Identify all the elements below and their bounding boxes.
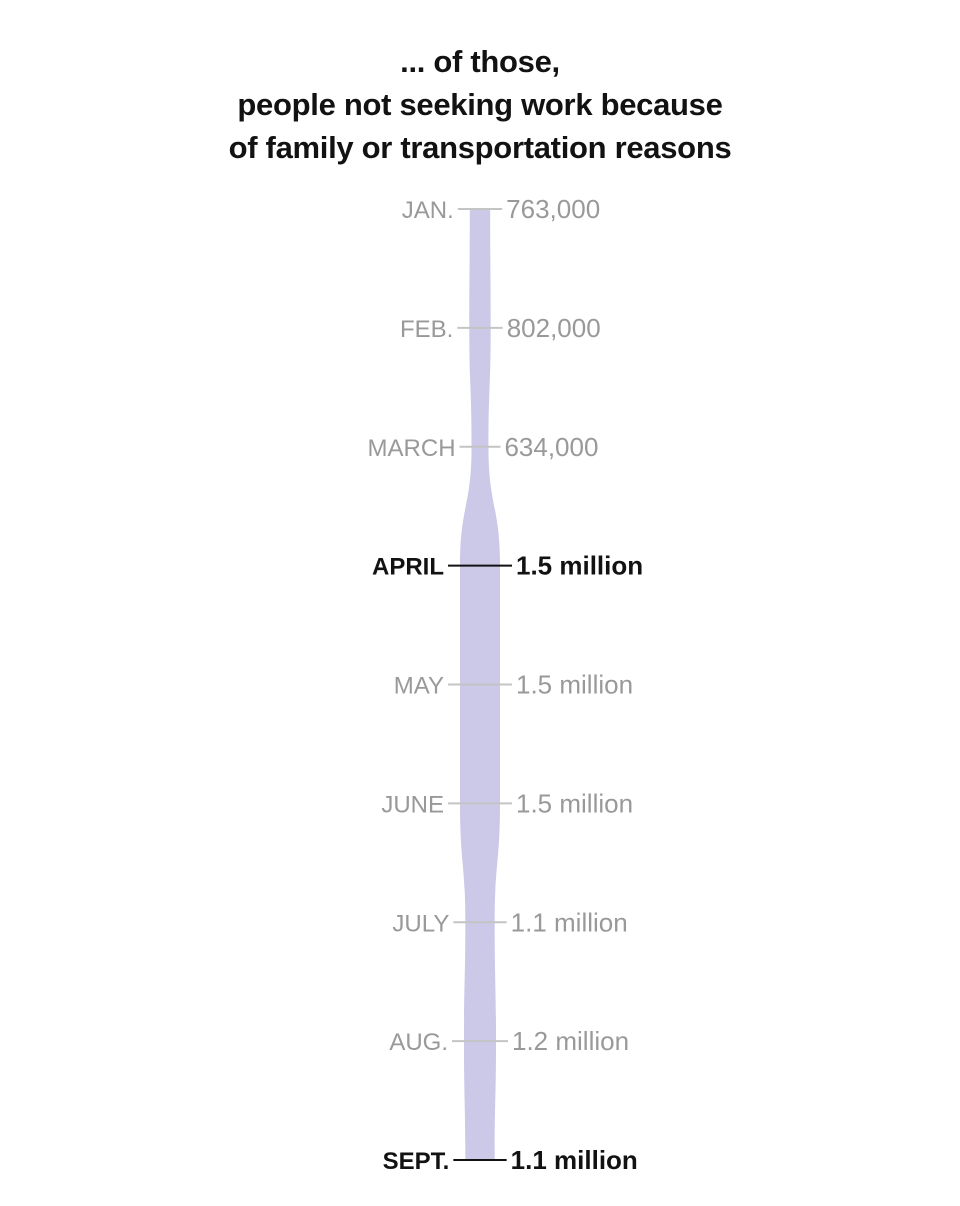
value-label: 1.5 million (516, 550, 644, 581)
title-line-3: of family or transportation reasons (228, 130, 732, 165)
value-label: 1.2 million (512, 1026, 630, 1057)
value-label: 634,000 (504, 431, 599, 462)
title-line-1: ... of those, (400, 44, 560, 79)
month-label: MAY (393, 672, 444, 700)
value-label: 1.5 million (516, 788, 634, 819)
month-label: MARCH (367, 434, 456, 462)
title-line-2: people not seeking work because (237, 87, 723, 122)
month-label: JUNE (381, 791, 444, 819)
month-label: SEPT. (382, 1148, 450, 1175)
month-label: APRIL (372, 553, 444, 581)
value-label: 1.1 million (510, 907, 628, 938)
month-label: JULY (392, 910, 450, 938)
value-label: 1.5 million (516, 669, 634, 700)
value-label: 763,000 (506, 194, 601, 224)
month-label: AUG. (389, 1029, 448, 1057)
month-label: JAN. (401, 197, 454, 224)
value-label: 802,000 (506, 312, 601, 343)
value-label: 1.1 million (510, 1145, 638, 1175)
month-label: FEB. (399, 315, 454, 343)
